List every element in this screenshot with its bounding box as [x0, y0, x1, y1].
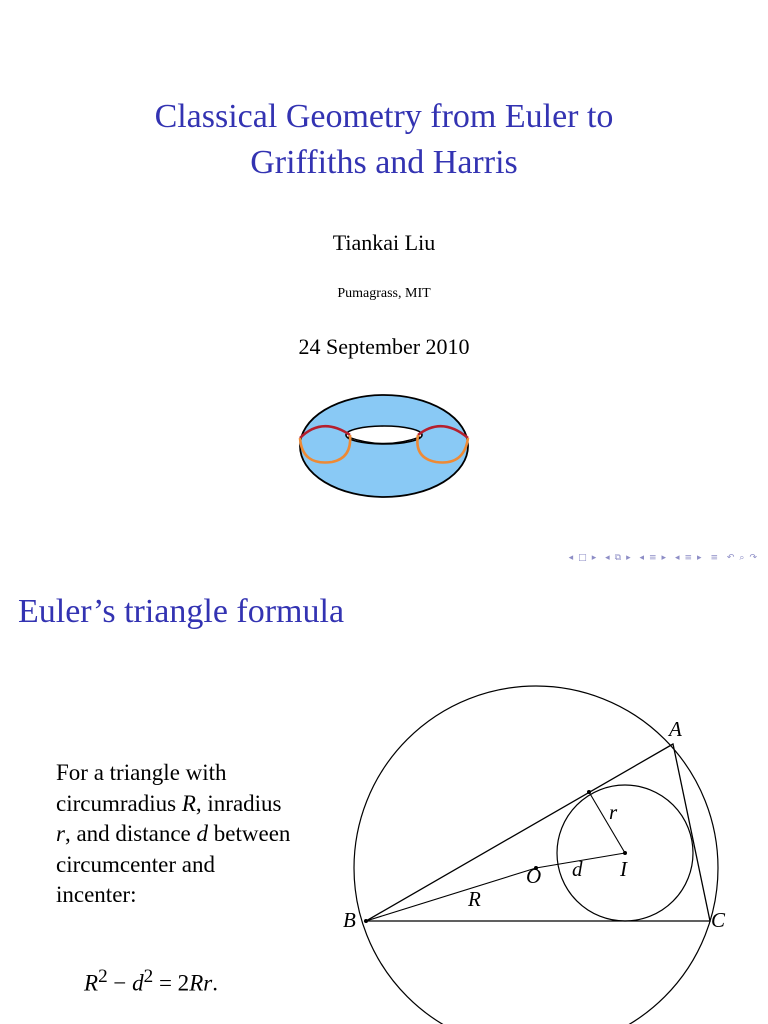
nav-prev-frame-icon[interactable]: ◂	[568, 553, 575, 563]
triangle-ABC	[366, 744, 710, 921]
label-d: d	[572, 857, 583, 881]
euler-formula	[84, 966, 218, 997]
statement-part-2: , inradius	[195, 790, 282, 816]
theorem-statement	[56, 758, 296, 911]
label-O: O	[526, 864, 542, 888]
euler-triangle-figure	[330, 675, 750, 1024]
torus-illustration	[292, 390, 476, 502]
nav-frame-icon[interactable]: □	[578, 553, 588, 563]
var-distance: d	[196, 821, 209, 846]
nav-subsection-icon[interactable]: ⧉	[614, 553, 623, 563]
euler-formula-slide	[0, 580, 768, 1024]
nav-doc-icon[interactable]: ≡	[684, 553, 694, 563]
statement-part-1: For a triangle with circumradius	[56, 760, 227, 816]
point-I	[623, 851, 627, 855]
formula-equals: = 2	[153, 970, 190, 996]
nav-undo-redo-icon[interactable]: ↶	[726, 553, 736, 563]
torus-body	[300, 395, 468, 497]
formula-R: R	[84, 970, 99, 996]
nav-next-frame-icon[interactable]: ▸	[591, 553, 598, 563]
label-R: R	[468, 887, 481, 911]
nav-prev-section-icon[interactable]: ◂	[639, 553, 645, 563]
presentation-title	[0, 94, 768, 186]
formula-d: d	[132, 970, 144, 996]
statement-part-4: between circumcenter and incenter:	[56, 821, 291, 907]
beamer-navigation-bar	[567, 553, 760, 563]
segment-inradius	[589, 792, 625, 853]
nav-prev-subsection-icon[interactable]: ◂	[605, 553, 611, 563]
statement-part-3: , and distance	[64, 821, 197, 846]
formula-minus: −	[107, 970, 133, 996]
torus-hole	[346, 426, 422, 444]
nav-appendix-icon[interactable]: ≡	[710, 553, 719, 563]
label-I: I	[620, 857, 627, 881]
nav-prev-doc-icon[interactable]: ◂	[674, 553, 681, 563]
slide-title: Euler’s triangle formula	[18, 593, 345, 630]
nav-next-section-icon[interactable]: ▸	[661, 553, 668, 563]
formula-period: .	[212, 970, 218, 996]
nav-section-icon[interactable]: ≡	[649, 553, 658, 563]
point-B	[364, 919, 368, 923]
formula-exp-1: 2	[98, 966, 108, 987]
presentation-date: 24 September 2010	[298, 334, 470, 359]
circumcircle	[354, 686, 718, 1024]
nav-redo-icon[interactable]: ↷	[749, 553, 758, 563]
nav-next-doc-icon[interactable]: ▸	[697, 553, 703, 563]
nav-search-icon[interactable]: ⌕	[739, 553, 746, 563]
formula-Rr: Rr	[189, 970, 213, 996]
title-line-2: Griffiths and Harris	[250, 144, 518, 181]
title-line-1: Classical Geometry from Euler to	[154, 98, 614, 135]
label-B: B	[343, 908, 356, 932]
point-tangency	[587, 790, 591, 794]
formula-exp-2: 2	[143, 966, 154, 987]
var-circumradius: R	[181, 790, 196, 816]
nav-next-subsection-icon[interactable]: ▸	[626, 553, 632, 563]
label-r: r	[609, 800, 618, 824]
segment-BO	[366, 868, 536, 921]
label-A: A	[669, 717, 682, 741]
var-inradius: r	[56, 821, 65, 846]
institute: Pumagrass, MIT	[337, 286, 431, 301]
label-C: C	[711, 908, 726, 932]
author-name: Tiankai Liu	[332, 230, 436, 255]
